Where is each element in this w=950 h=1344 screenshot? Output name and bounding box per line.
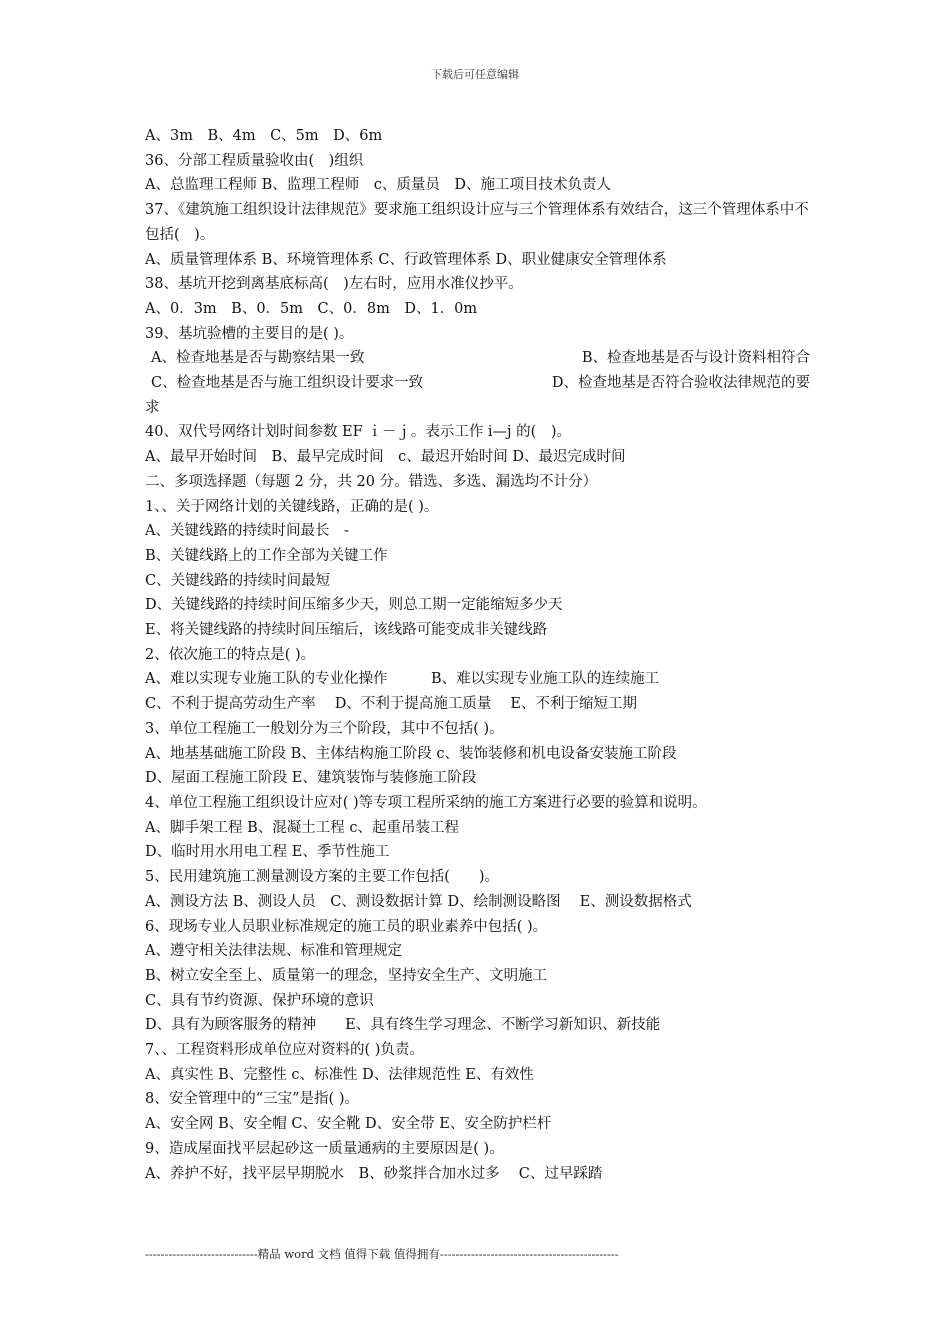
- text-line: E、将关键线路的持续时间压缩后，该线路可能变成非关键线路: [145, 622, 548, 639]
- text-line: A、质量管理体系 B、环境管理体系 C、行政管理体系 D、职业健康安全管理体系: [145, 251, 667, 268]
- text-line: D、临时用水用电工程 E、季节性施工: [145, 844, 390, 861]
- q39-options-row-1: [145, 346, 810, 371]
- question-36: 36、分部工程质量验收由( )组织: [145, 152, 364, 169]
- text-line: D、关键线路的持续时间压缩多少天，则总工期一定能缩短多少天: [145, 597, 563, 614]
- text-line: A、养护不好，找平层早期脱水 B、砂浆拌合加水过多 C、过早踩踏: [145, 1165, 603, 1182]
- question-39: 39、基坑验槽的主要目的是( )。: [145, 325, 354, 342]
- text-line: A、脚手架工程 B、混凝土工程 c、起重吊装工程: [145, 819, 459, 836]
- q39-options-row-2: [145, 371, 810, 396]
- text-line: C、不利于提高劳动生产率 D、不利于提高施工质量 E、不利于缩短工期: [145, 696, 638, 713]
- text-line: A、关键线路的持续时间最长 -: [145, 523, 349, 540]
- text-line: 求: [145, 399, 160, 416]
- text-line: C、关键线路的持续时间最短: [145, 572, 331, 589]
- text-line: 5、民用建筑施工测量测设方案的主要工作包括( )。: [145, 869, 500, 886]
- text-line: 9、造成屋面找平层起砂这一质量通病的主要原因是( )。: [145, 1140, 504, 1157]
- text-line: B、关键线路上的工作全部为关键工作: [145, 547, 388, 564]
- question-37: 37、《建筑施工组织设计法律规范》要求施工组织设计应与三个管理体系有效结合，这三个管理体系中不包括( )。: [145, 202, 809, 243]
- text-line: 2、依次施工的特点是( )。: [145, 646, 316, 663]
- text-line: 7、、工程资料形成单位应对资料的( )负责。: [145, 1042, 424, 1059]
- text-line: A、真实性 B、完整性 c、标准性 D、法律规范性 E、有效性: [145, 1066, 534, 1083]
- text-line: 3、单位工程施工一般划分为三个阶段，其中不包括( )。: [145, 720, 504, 737]
- page-footer: -----------------------------精品 word 文档 值得下载 值得拥有----------------------------------------------: [145, 1247, 619, 1261]
- text-line: A、测设方法 B、测设人员 C、测设数据计算 D、绘制测设略图 E、测设数据格式: [145, 893, 692, 910]
- text-line: 1、、关于网络计划的关键线路，正确的是( )。: [145, 498, 439, 515]
- text-line: B、树立安全至上、质量第一的理念，坚持安全生产、文明施工: [145, 967, 548, 984]
- q39-option-c: C、检查地基是否与施工组织设计要求一致: [151, 375, 424, 392]
- text-line: 6、现场专业人员职业标准规定的施工员的职业素养中包括( )。: [145, 918, 548, 935]
- text-line: A、0．3m B、0．5m C、0．8m D、1．0m: [145, 300, 478, 317]
- text-line: C、具有节约资源、保护环境的意识: [145, 992, 374, 1009]
- text-line: A、遵守相关法律法规、标准和管理规定: [145, 943, 402, 960]
- text-line: D、屋面工程施工阶段 E、建筑装饰与装修施工阶段: [145, 770, 477, 787]
- text-line: 4、单位工程施工组织设计应对( )等专项工程所采纳的施工方案进行必要的验算和说明。: [145, 794, 707, 811]
- text-line: A、总监理工程师 B、监理工程师 c、质量员 D、施工项目技术负责人: [145, 177, 611, 194]
- text-line: A、难以实现专业施工队的专业化操作 B、难以实现专业施工队的连续施工: [145, 671, 660, 688]
- section-heading: 二、多项选择题（每题 2 分，共 20 分。错选、多选、漏选均不计分）: [145, 473, 598, 490]
- question-38: 38、基坑开挖到离基底标高( )左右时，应用水准仪抄平。: [145, 276, 523, 293]
- text-line: A、地基基础施工阶段 B、主体结构施工阶段 c、装饰装修和机电设备安装施工阶段: [145, 745, 677, 762]
- text-line: D、具有为顾客服务的精神 E、具有终生学习理念、不断学习新知识、新技能: [145, 1017, 661, 1034]
- text-line: 8、安全管理中的“三宝”是指( )。: [145, 1091, 359, 1108]
- q39-option-a: A、检查地基是否与勘察结果一致: [151, 350, 365, 367]
- page-header: 下载后可任意编辑: [431, 68, 519, 81]
- text-line: A、最早开始时间 B、最早完成时间 c、最迟开始时间 D、最迟完成时间: [145, 449, 626, 466]
- q39-option-d: D、检查地基是否符合验收法律规范的要: [551, 375, 810, 392]
- question-40: 40、双代号网络计划时间参数 EF ｉ－ｊ。表示工作 i—j 的( )。: [145, 424, 571, 441]
- document-body: [145, 124, 810, 1186]
- q39-option-b: B、检查地基是否与设计资料相符合: [581, 350, 810, 367]
- text-line: A、3m B、4m C、5m D、6m: [145, 128, 383, 144]
- text-line: A、安全网 B、安全帽 C、安全靴 D、安全带 E、安全防护栏杆: [145, 1116, 552, 1133]
